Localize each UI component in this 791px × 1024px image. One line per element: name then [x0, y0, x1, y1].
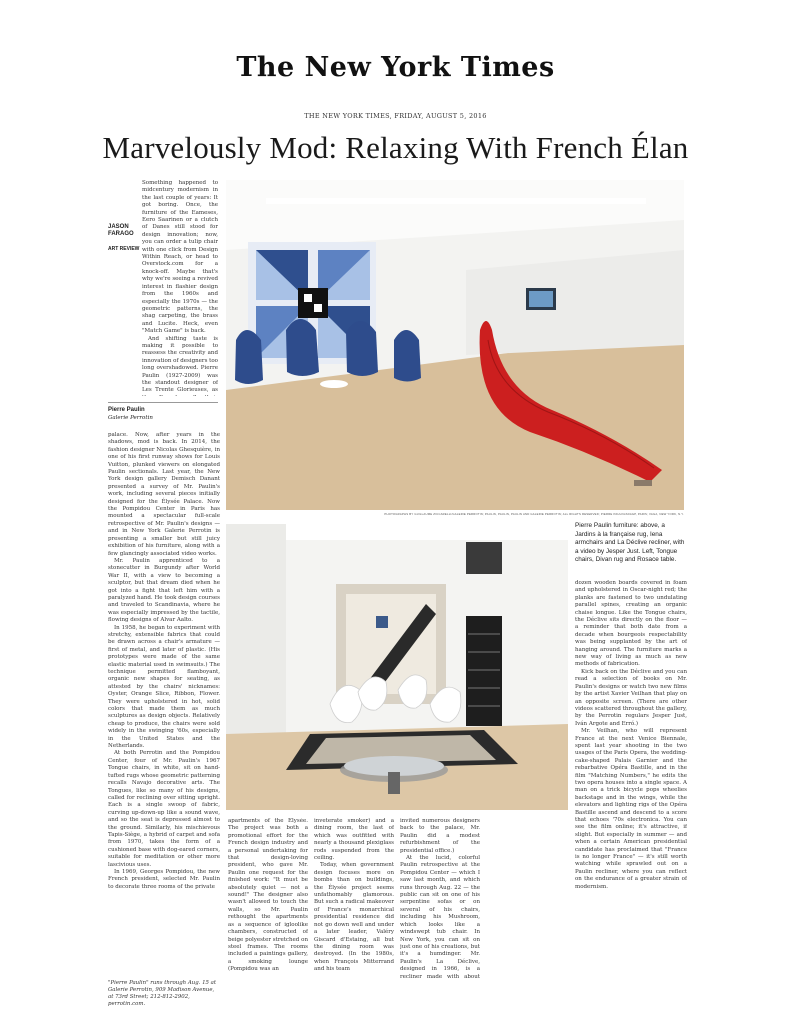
paragraph: At both Perrotin and the Pompidou Center, four of Mr. Paulin's 1967 Tongue chairs, in white, sit on hand-tufted rugs whose geometric patterning recalls Navajo decorative arts. The Tongues, like so many of his designs, called for reclining over sitting upright. Each is a single swoop of fabric, curving up-down-up like a sound wave, and so the seat is depressed almost to the ground. Similarly, his mischievous Tapis-Siège, a hybrid of carpet and sofa from 1970, takes the form of a cushioned base with dog-eared corners, suitable for meditation or other more lascivious uses. [108, 750, 220, 868]
paragraph: At the lucid, colorful Paulin retrospective at the Pompidou Center — which I saw last month, and which runs through Aug. 22 — the public can sit on one of his serpentine sofas or on several of his chairs, including his Mushroom, which looks like a windswept tub chair. In New York, you can sit on just one of his creations, but it's a humdinger. Mr. Paulin's La Déclive, designed in 1966, is a recliner made with about [400, 855, 480, 978]
article-col1-top [142, 180, 218, 396]
paragraph: Mr. Veilhan, who will represent France at the next Venice Biennale, spent last year shooting in the two usages of the Paris Opera, the wedding-cake-shaped Palais Garnier and the rebarbative Opéra Bastille, and in the film "Matching Numbers," he edits the two opera houses into a single space. A man on a trick bicycle pops wheelies backstage and in the wings, while the elevators and lighting rigs of the Opéra Bastille ascend and descend to a score that echoes '70s electronica. You can see the film online; it's attractive, if slight. But especially in summer — and when a certain American presidential candidate has proclaimed that "France is no longer France" — it's still worth watching while sprawled out on a Paulin recliner, where you can reflect on the endurance of a greater strain of modernism. [575, 728, 687, 890]
review-tag: ART REVIEW [108, 246, 140, 252]
paragraph: inveterate smoker) and a dining room, the last of which was outfitted with nearly a thousand plexiglass rods suspended from the ceiling. [314, 818, 394, 862]
gallery-room-illustration [226, 180, 684, 510]
exhibition-venue: Galerie Perrotin [108, 415, 153, 421]
article-col2 [228, 818, 308, 978]
paragraph: In 1969, Georges Pompidou, the new French president, selected Mr. Paulin to decorate three rooms of the private [108, 868, 220, 890]
paragraph: In 1958, he began to experiment with stretchy, extensible fabrics that could be drawn across a chair's armature — first of metal, and later of plastic. (His prototypes were made of the same elastic material used in swimsuits.) The technique permitted flamboyant, organic new shapes for seating, as attested by the chairs' nicknames: Oyster, Orange Slice, Ribbon, Flower. They were upholstered in hot, solid colors that made them as much sculptures as design objects. Relatively cheap to produce, the chairs were sold widely in the swinging '60s, especially in the United States and the Netherlands. [108, 624, 220, 750]
article-col3 [314, 818, 394, 978]
article-col5 [575, 580, 687, 978]
headline: Marvelously Mod: Relaxing With French Élan [102, 130, 689, 165]
paragraph: Today, when government design focuses more on bombs than on buildings, the Élysée project seems unfathomably glamorous. But such a radical makeover of France's monarchical presidential residence did not go down well and under a later leader, Valéry Giscard d'Estaing, all but the dining room was destroyed. (In the 1980s, when François Mitterrand and his team [314, 862, 394, 973]
dateline: THE NEW YORK TIMES, FRIDAY, AUGUST 5, 2016 [304, 112, 487, 120]
gallery-photo-bottom [226, 524, 568, 810]
photo-credit: PHOTOGRAPHS BY GUILLAUME ZICCARELLI/GALERIE PERROTIN; PAULIN, PAULIN, PAULIN AND GALERIE PERROTIN; ALL RIGHTS RESERVED; PIERRE PAULIN/ADAGP, PARIS; VAGA, NEW YORK, N.Y. [384, 512, 684, 516]
masthead: The New York Times [236, 52, 555, 83]
info-box [108, 402, 218, 421]
photo-caption: Pierre Paulin furniture: above, a Jardins à la française rug, Iena armchairs and La Déclive recliner, with a video by Jesper Just. Left, Tongue chairs, Divan rug and Rosace table. [575, 522, 685, 564]
gallery-photo-top [226, 180, 684, 510]
exhibition-name: Pierre Paulin [108, 407, 145, 413]
author-name: JASON FARAGO [108, 224, 134, 237]
paragraph: Something happened to midcentury modernism in the last couple of years: It got boring. Once, the furniture of the Eameses, Eero Saarinen or a clutch of Danes still stood for design innovation; now, you can order a tulip chair with one click from Design Within Reach, or head to Overstock.com for a knock-off. Maybe that's why we're seeing a revived interest in flashier design from the 1960s and especially the 1970s — the geometric patterns, the shag carpeting, the brass and Lucite. Heck, even "Match Game" is back. [142, 180, 218, 335]
article-col4 [400, 818, 480, 978]
gallery-room-illustration [226, 524, 568, 810]
paragraph: Kick back on the Déclive and you can read a selection of books on Mr. Paulin's designs or watch two new films by the artist Xavier Veilhan that play on an opposite screen. (There are other videos scattered throughout the gallery, by the Perrotin regulars Jesper Just, Iván Argote and Erró.) [575, 668, 687, 727]
paragraph: invited numerous designers back to the palace, Mr. Paulin did a modest refurbishment of the presidential office.) [400, 818, 480, 854]
byline [108, 224, 140, 253]
paragraph: apartments of the Élysée. The project was both a promotional effort for the French design industry and a personal undertaking for that design-loving president, who gave Mr. Paulin one request for the finished work: "It must be absolutely quiet — not a sound!" The designer also wasn't allowed to touch the walls, so Mr. Paulin rethought the apartments as a sequence of igloolike chambers, constructed of beige polyester stretched on steel frames. The rooms included a paintings gallery, a smoking lounge (Pompidou was an [228, 818, 308, 973]
exhibition-info-footnote: "Pierre Paulin" runs through Aug. 15 at Galerie Perrotin, 909 Madison Avenue, at 73rd Street; 212-812-2902, perrotin.com. [108, 980, 217, 1007]
paragraph: And shifting taste is making it possible to reassess the creativity and innovation of designers too long overshadowed. Pierre Paulin (1927-2009) was the standout designer of Les Trente Glorieuses, as [142, 335, 218, 394]
paragraph: Mr. Paulin apprenticed to a stonecutter in Burgundy after World War II, with a view to becoming a sculptor, but that dream died when he got into a fight that left him with a paralyzed hand. He took design courses and traveled to Scandinavia, where he was especially impressed by the tactile, flowing designs of Alvar Aalto. [108, 557, 220, 624]
article-col1-bottom [108, 432, 220, 974]
paragraph: dozen wooden boards covered in foam and upholstered in Oscar-night red; the planks are fastened to two undulating parallel spines, creating an organic chaise longue. Like the Tongue chairs, the Déclive sits directly on the floor — a reminder that both date from a decade when bourgeois respectability was being supplanted by the art of hanging around. The furniture marks a new way of living as much as new methods of fabrication. [575, 580, 687, 668]
paragraph: palace. Now, after years in the shadows, mod is back. In 2014, the fashion designer Nicolas Ghesquière, in one of his first runway shows for Louis Vuitton, plunked viewers on elongated Paulin sectionals. Last year, the New York design gallery Demisch Danant presented a survey of Mr. Paulin's work, including several pieces initially designed for the Élysée Palace. Now the Pompidou Center in Paris has mounted a spectacular full-scale retrospective of Mr. Paulin's designs — and in New York Galerie Perrotin is presenting a smaller but still juicy exhibition of his furniture, along with a few glancingly associated video works. [108, 432, 220, 557]
